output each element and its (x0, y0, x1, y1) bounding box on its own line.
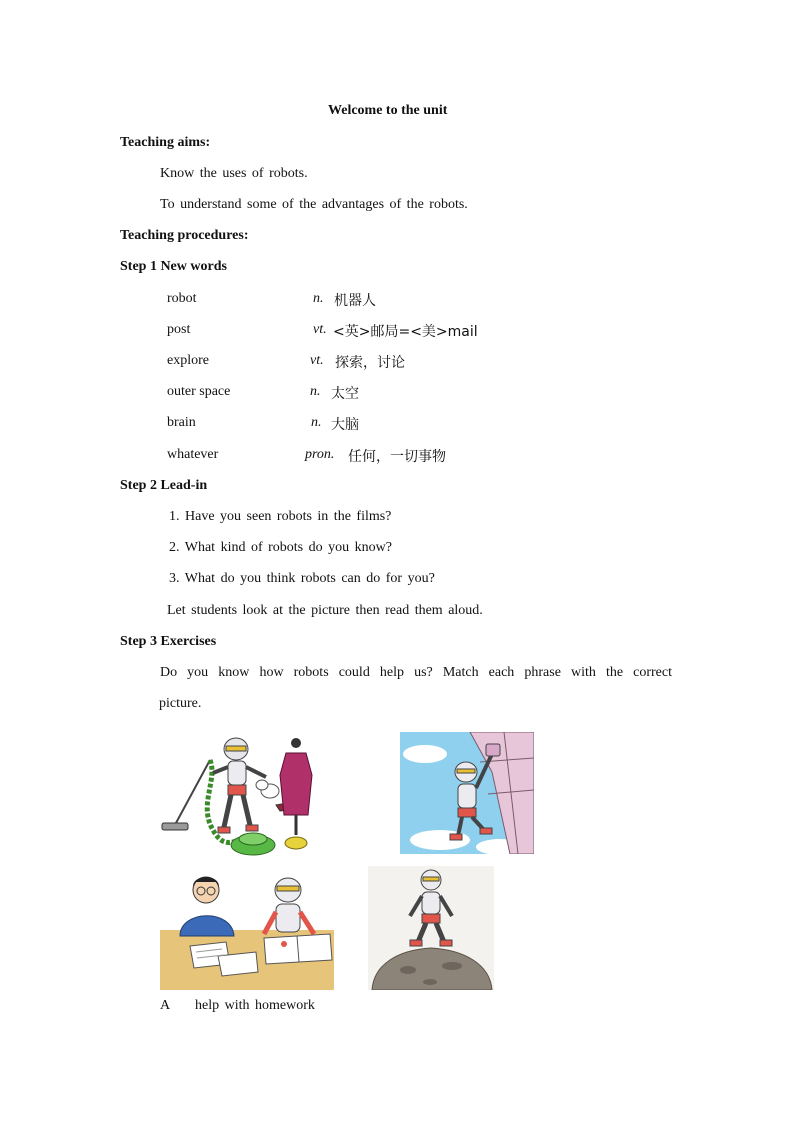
robot-housework-picture (158, 735, 328, 857)
robot-on-moon-picture (368, 866, 494, 990)
aim-item: To understand some of the advantages of the robots. (160, 197, 468, 212)
page-title: Welcome to the unit (328, 103, 448, 118)
leadin-question: 3. What do you think robots can do for you? (169, 571, 435, 586)
step1-heading: Step 1 New words (120, 259, 227, 274)
vocab-word: outer space (167, 384, 231, 399)
procedures-heading: Teaching procedures: (120, 228, 249, 243)
leadin-note: Let students look at the picture then read them aloud. (167, 603, 483, 618)
vocab-meaning: 机器人 (334, 293, 376, 309)
step3-heading: Step 3 Exercises (120, 634, 217, 649)
aims-heading: Teaching aims: (120, 135, 211, 150)
vocab-pos: vt. (310, 353, 324, 368)
vocab-pos: n. (313, 291, 324, 306)
leadin-question: 1. Have you seen robots in the films? (169, 509, 392, 524)
vocab-meaning: <英>邮局=<美>mail (333, 324, 478, 340)
vocab-meaning: 任何，一切事物 (348, 449, 446, 465)
vocab-word: brain (167, 415, 196, 430)
vocab-pos: n. (310, 384, 321, 399)
vocab-word: post (167, 322, 191, 337)
vocab-meaning: 探索，讨论 (335, 355, 405, 371)
leadin-question: 2. What kind of robots do you know? (169, 540, 392, 555)
vocab-pos: pron. (305, 447, 335, 462)
vocab-meaning: 太空 (331, 386, 359, 402)
option-letter: A (160, 998, 171, 1013)
vocab-word: explore (167, 353, 209, 368)
vocab-pos: n. (311, 415, 322, 430)
option-text: help with homework (195, 998, 315, 1013)
vocab-pos: vt. (313, 322, 327, 337)
vocab-word: whatever (167, 447, 219, 462)
robot-homework-picture (160, 868, 334, 990)
robot-window-cleaning-picture (400, 732, 534, 854)
vocab-meaning: 大脑 (331, 417, 359, 433)
exercise-instruction: Do you know how robots could help us? Match each phrase with the correct (160, 665, 672, 680)
aim-item: Know the uses of robots. (160, 166, 308, 181)
step2-heading: Step 2 Lead-in (120, 478, 208, 493)
exercise-instruction-cont: picture. (159, 696, 202, 711)
vocab-word: robot (167, 291, 197, 306)
